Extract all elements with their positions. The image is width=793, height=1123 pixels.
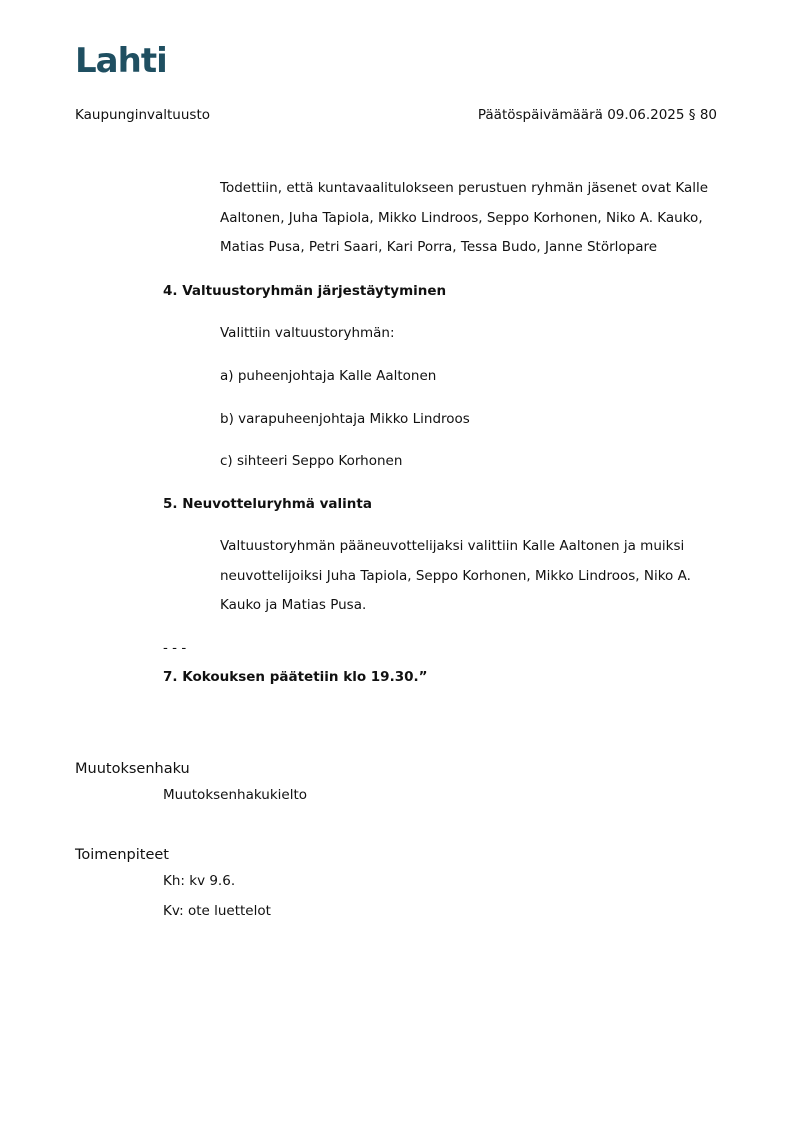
intro-line: Aaltonen, Juha Tapiola, Mikko Lindroos, Seppo Korhonen, Niko A. Kauko, <box>220 209 703 226</box>
action-item: Kv: ote luettelot <box>163 903 271 919</box>
decision-date-section: Päätöspäivämäärä 09.06.2025 § 80 <box>477 107 717 123</box>
item5-line: Valtuustoryhmän pääneuvottelijaksi valittiin Kalle Aaltonen ja muiksi <box>220 538 685 554</box>
item4-intro: Valittiin valtuustoryhmän: <box>220 325 395 341</box>
intro-paragraph <box>220 174 720 263</box>
appeal-value: Muutoksenhakukielto <box>163 787 307 803</box>
separator: - - - <box>163 640 187 656</box>
item5-line: Kauko ja Matias Pusa. <box>220 597 367 613</box>
item4-heading: 4. Valtuustoryhmän järjestäytyminen <box>163 283 447 299</box>
item4-chair: a) puheenjohtaja Kalle Aaltonen <box>220 368 437 384</box>
item5-paragraph <box>220 532 720 621</box>
item7-heading: 7. Kokouksen päätetiin klo 19.30.” <box>163 669 428 685</box>
lahti-logo: Lahti <box>75 41 167 81</box>
item5-heading: 5. Neuvotteluryhmä valinta <box>163 496 372 512</box>
item5-line: neuvottelijoiksi Juha Tapiola, Seppo Korhonen, Mikko Lindroos, Niko A. <box>220 567 691 584</box>
action-item: Kh: kv 9.6. <box>163 873 236 889</box>
appeal-title: Muutoksenhaku <box>75 761 190 777</box>
intro-line: Todettiin, että kuntavaalitulokseen perustuen ryhmän jäsenet ovat Kalle <box>220 180 709 196</box>
item4-vice-chair: b) varapuheenjohtaja Mikko Lindroos <box>220 411 470 427</box>
actions-title: Toimenpiteet <box>75 847 169 863</box>
item4-secretary: c) sihteeri Seppo Korhonen <box>220 453 403 469</box>
document-body-name: Kaupunginvaltuusto <box>75 107 211 123</box>
intro-line: Matias Pusa, Petri Saari, Kari Porra, Tessa Budo, Janne Störlopare <box>220 239 658 255</box>
